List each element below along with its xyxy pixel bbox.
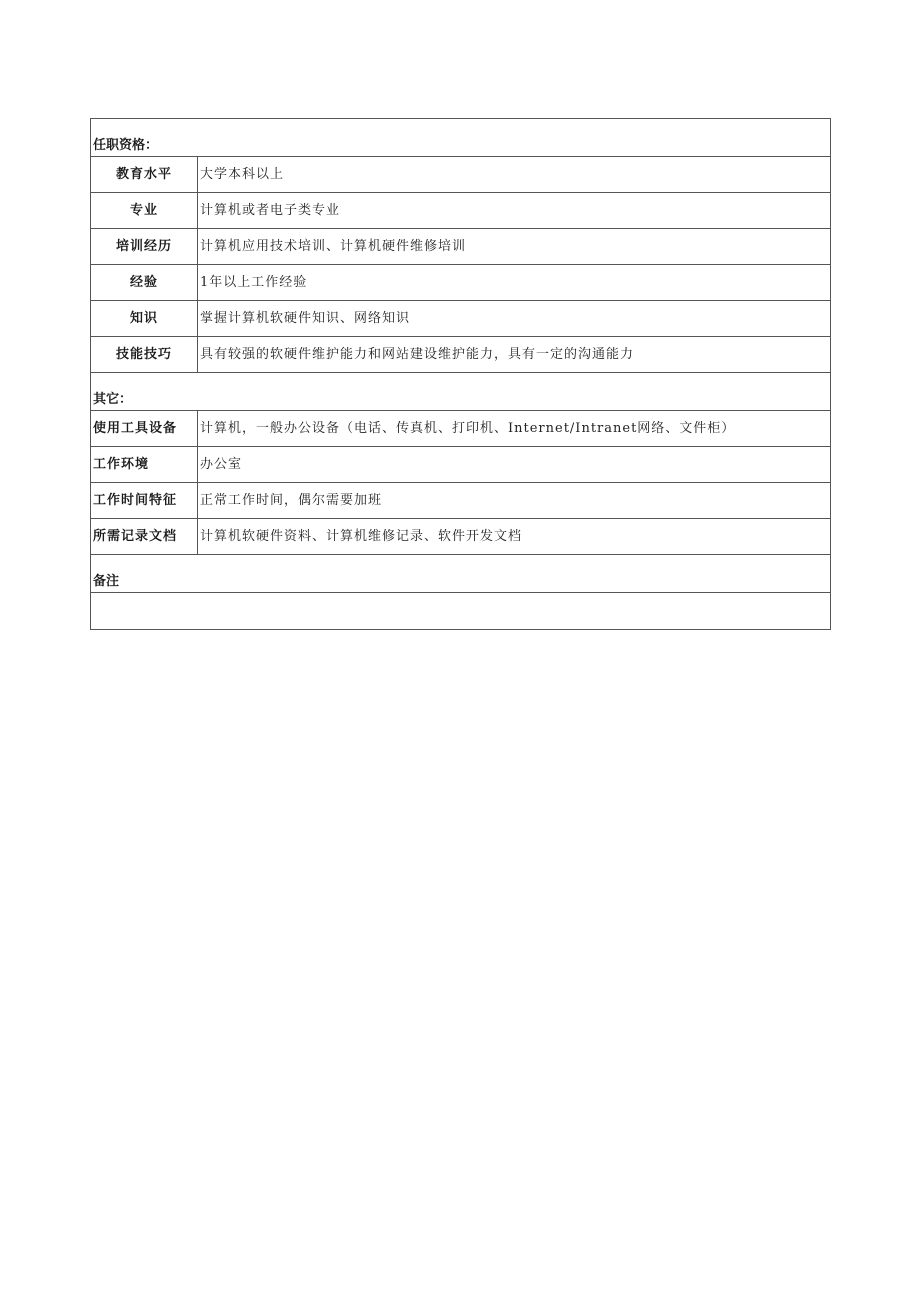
knowledge-label: 知识 xyxy=(91,301,198,337)
experience-label: 经验 xyxy=(91,265,198,301)
other-heading-row xyxy=(91,373,831,411)
knowledge-value: 掌握计算机软硬件知识、网络知识 xyxy=(198,301,831,337)
education-label: 教育水平 xyxy=(91,157,198,193)
tools-label: 使用工具设备 xyxy=(91,411,198,447)
qualifications-heading: 任职资格： xyxy=(91,119,831,157)
job-description-table xyxy=(90,118,831,630)
table-row xyxy=(91,193,831,229)
work-time-value: 正常工作时间，偶尔需要加班 xyxy=(198,483,831,519)
table-row xyxy=(91,157,831,193)
table-row xyxy=(91,265,831,301)
other-heading: 其它： xyxy=(91,373,831,411)
table-row xyxy=(91,519,831,555)
training-value: 计算机应用技术培训、计算机硬件维修培训 xyxy=(198,229,831,265)
documents-value: 计算机软硬件资料、计算机维修记录、软件开发文档 xyxy=(198,519,831,555)
remarks-heading-row xyxy=(91,555,831,593)
remarks-row xyxy=(91,593,831,630)
education-value: 大学本科以上 xyxy=(198,157,831,193)
remarks-value xyxy=(91,593,831,630)
remarks-heading: 备注 xyxy=(91,555,831,593)
qualifications-heading-row xyxy=(91,119,831,157)
tools-value: 计算机，一般办公设备（电话、传真机、打印机、Internet/Intranet网络、文件柜） xyxy=(198,411,831,447)
environment-value: 办公室 xyxy=(198,447,831,483)
table-row xyxy=(91,337,831,373)
skills-label: 技能技巧 xyxy=(91,337,198,373)
major-value: 计算机或者电子类专业 xyxy=(198,193,831,229)
work-time-label: 工作时间特征 xyxy=(91,483,198,519)
training-label: 培训经历 xyxy=(91,229,198,265)
environment-label: 工作环境 xyxy=(91,447,198,483)
table-row xyxy=(91,447,831,483)
table-row xyxy=(91,301,831,337)
table-row xyxy=(91,483,831,519)
documents-label: 所需记录文档 xyxy=(91,519,198,555)
table-row xyxy=(91,411,831,447)
experience-value: 1年以上工作经验 xyxy=(198,265,831,301)
table-row xyxy=(91,229,831,265)
skills-value: 具有较强的软硬件维护能力和网站建设维护能力，具有一定的沟通能力 xyxy=(198,337,831,373)
major-label: 专业 xyxy=(91,193,198,229)
